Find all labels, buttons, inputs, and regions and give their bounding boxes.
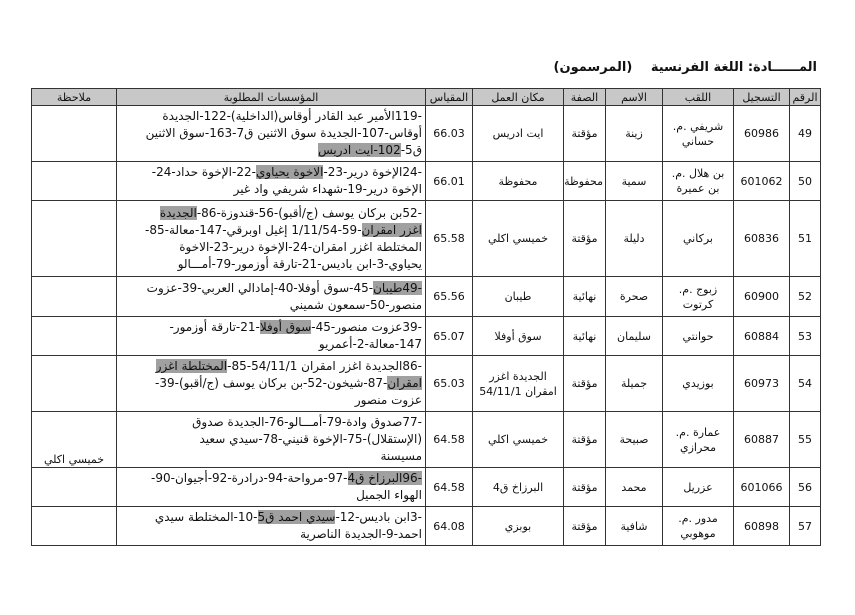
subject-label: المــــــادة:: [747, 60, 817, 75]
cell-registration: 60887: [734, 412, 790, 468]
cell-workplace: البرزاخ ق4: [473, 468, 564, 507]
institution-text: -52بن بركان يوسف (ج/أقبو)-56-قندوزة-86-: [196, 205, 422, 220]
institution-text: -24الإخوة درير-23-: [323, 165, 422, 179]
table-row: [32, 468, 821, 507]
table-row: [32, 162, 821, 201]
table-row: [32, 317, 821, 356]
cell-registration: 60884: [734, 317, 790, 356]
cell-registration: 60898: [734, 507, 790, 546]
institution-text: (الإستقلال)-75-الإخوة قنيني-78-سيدي سعيد: [199, 432, 422, 446]
cell-score: 65.07: [426, 317, 473, 356]
institution-text: -97-مرواحة-94-درادرة-92-أجيوان-90-: [151, 471, 348, 485]
table-row: [32, 507, 821, 546]
cell-institutions: [117, 201, 426, 277]
cell-last-name: عزريل: [663, 468, 734, 507]
cell-registration: 60986: [734, 106, 790, 162]
col-header-num: الرقم: [790, 89, 821, 106]
cell-last-name: بوزيدي: [663, 356, 734, 412]
cell-workplace: ايت ادريس: [473, 106, 564, 162]
institution-line: [120, 448, 422, 465]
cell-first-name: جميلة: [606, 356, 663, 412]
highlighted-institution: المختلطة اغزر: [155, 359, 228, 373]
institution-line: [120, 297, 422, 314]
cell-number: 49: [790, 106, 821, 162]
table-row: [32, 277, 821, 317]
cell-workplace: خميسي اكلي: [473, 201, 564, 277]
cell-status: محفوظة: [564, 162, 606, 201]
cell-workplace: سوق أوفلا: [473, 317, 564, 356]
cell-institutions: [117, 277, 426, 317]
cell-last-name: زبوج .م. كرتوت: [663, 277, 734, 317]
institution-line: [120, 164, 422, 181]
institution-line: [120, 375, 422, 392]
institution-text: المختلطة اغزر امقران-24-الإخوة درير-23-الاخوة: [179, 239, 422, 254]
cell-status: مؤقتة: [564, 468, 606, 507]
cell-institutions: [117, 412, 426, 468]
subject-heading: [554, 60, 817, 75]
cell-notes: [32, 356, 117, 412]
institution-line: [120, 526, 422, 543]
table-row: [32, 412, 821, 468]
institution-text: -77صدوق وادة-79-أمـــالو-76-الجديدة صدوق: [192, 415, 422, 429]
institution-line: [120, 358, 422, 375]
cell-score: 64.58: [426, 468, 473, 507]
institution-line: [120, 142, 422, 159]
highlighted-institution: ايت ادريس: [318, 143, 374, 157]
col-header-workplace: مكان العمل: [473, 89, 564, 106]
cell-first-name: صبيحة: [606, 412, 663, 468]
cell-institutions: [117, 468, 426, 507]
cell-number: 51: [790, 201, 821, 277]
institution-text: منصور-50-سمعون شميني: [289, 297, 422, 312]
cell-institutions: [117, 106, 426, 162]
cell-first-name: صحرة: [606, 277, 663, 317]
cell-notes: [32, 201, 117, 277]
cell-institutions: [117, 356, 426, 412]
table-row: [32, 106, 821, 162]
cell-last-name: شريفي .م. حساني: [663, 106, 734, 162]
cell-number: 55: [790, 412, 821, 468]
col-header-status: الصفة: [564, 89, 606, 106]
cell-last-name: عمارة .م. محرازي: [663, 412, 734, 468]
cell-first-name: شافية: [606, 507, 663, 546]
institution-text: الإخوة درير-19-شهداء شريفي واد غير: [233, 182, 422, 196]
highlighted-institution: 102-: [373, 143, 401, 157]
institution-text: -22-الإخوة حداد-24-: [151, 165, 256, 179]
cell-number: 52: [790, 277, 821, 317]
cell-notes: [32, 317, 117, 356]
highlighted-institution: اغزر امقران: [361, 222, 422, 237]
institution-text: مسيسنة: [380, 449, 422, 463]
cell-status: مؤقتة: [564, 356, 606, 412]
cell-registration: 601062: [734, 162, 790, 201]
cell-registration: 60836: [734, 201, 790, 277]
institution-line: [120, 205, 422, 222]
institution-text: -3ابن باديس-12-: [335, 510, 422, 524]
col-header-notes: ملاحظة: [32, 89, 117, 106]
cell-workplace: خميسي اكلي: [473, 412, 564, 468]
institution-line: [120, 336, 422, 353]
cell-institutions: [117, 317, 426, 356]
institution-text: -119الأمير عبد القادر أوقاس(الداخلية)-122-الجديدة: [162, 109, 422, 123]
table-row: [32, 201, 821, 277]
institution-line: [120, 509, 422, 526]
cell-status: مؤقتة: [564, 507, 606, 546]
cell-score: 65.03: [426, 356, 473, 412]
cell-first-name: سمية: [606, 162, 663, 201]
col-header-registration: التسجيل: [734, 89, 790, 106]
roster-table: [31, 88, 821, 546]
institution-text: يحياوي-3-ابن باديس-21-تارقة أوزمور-79-أمـــالو: [177, 256, 422, 271]
highlighted-institution: الاخوة يحياوي: [255, 165, 324, 179]
cell-last-name: مدور .م. موهوبي: [663, 507, 734, 546]
col-header-score: المقياس: [426, 89, 473, 106]
institution-text: أوقاس-107-الجديدة سوق الاثنين ق7-163-سوق الاثنين: [145, 126, 422, 140]
cell-notes: [32, 507, 117, 546]
cell-number: 50: [790, 162, 821, 201]
cell-status: نهائية: [564, 317, 606, 356]
institution-text: -39عزوت منصور-45-: [311, 320, 422, 334]
cell-score: 64.58: [426, 412, 473, 468]
institution-line: [120, 470, 422, 487]
highlighted-institution: -49طيبان: [373, 280, 422, 295]
institution-text: الهواء الجميل: [356, 488, 422, 502]
institution-line: [120, 181, 422, 198]
cell-registration: 60973: [734, 356, 790, 412]
highlighted-institution: امقران: [387, 376, 422, 390]
institution-text: عزوت منصور: [354, 393, 422, 407]
institution-line: [120, 125, 422, 142]
cell-status: مؤقتة: [564, 412, 606, 468]
cell-notes: [32, 468, 117, 507]
cell-institutions: [117, 507, 426, 546]
subject-name: اللغة الفرنسية: [650, 60, 744, 75]
cell-workplace: محفوظة: [473, 162, 564, 201]
institution-line: [120, 319, 422, 336]
cell-number: 53: [790, 317, 821, 356]
cell-number: 56: [790, 468, 821, 507]
col-header-last-name: اللقب: [663, 89, 734, 106]
institution-line: [120, 414, 422, 431]
header-row: [32, 89, 821, 106]
highlighted-institution: -96البرزاخ ق4: [347, 471, 422, 485]
institution-line: [120, 392, 422, 409]
cell-score: 64.08: [426, 507, 473, 546]
col-header-institutions: المؤسسات المطلوبة: [117, 89, 426, 106]
cell-workplace: الجديدة اغزر امقران 54/11/1: [473, 356, 564, 412]
cell-first-name: زينة: [606, 106, 663, 162]
cell-registration: 60900: [734, 277, 790, 317]
institution-line: [120, 239, 422, 256]
institution-text: ق5-: [400, 143, 422, 157]
cell-score: 65.58: [426, 201, 473, 277]
cell-workplace: طيبان: [473, 277, 564, 317]
institution-line: [120, 222, 422, 239]
institution-text: -87-شيخون-52-بن بركان يوسف (ج/أقبو)-39-: [154, 376, 388, 390]
cell-score: 65.56: [426, 277, 473, 317]
cell-notes: خميسي اكلي: [32, 412, 117, 468]
cell-status: مؤقتة: [564, 106, 606, 162]
cell-notes: [32, 277, 117, 317]
cell-last-name: بركاني: [663, 201, 734, 277]
cell-workplace: بوبزي: [473, 507, 564, 546]
institution-line: [120, 280, 422, 297]
institution-text: -10-المختلطة سيدي: [154, 510, 258, 524]
highlighted-institution: الجديدة: [159, 205, 197, 220]
cell-score: 66.03: [426, 106, 473, 162]
col-header-first-name: الاسم: [606, 89, 663, 106]
institution-line: [120, 256, 422, 273]
cell-number: 57: [790, 507, 821, 546]
cell-institutions: [117, 162, 426, 201]
table-row: [32, 356, 821, 412]
highlighted-institution: سيدي احمد ق5: [257, 510, 336, 524]
institution-line: [120, 487, 422, 504]
cell-score: 66.01: [426, 162, 473, 201]
cell-first-name: سليمان: [606, 317, 663, 356]
institution-text: -21-تارقة أوزمور-: [169, 320, 260, 334]
cell-first-name: محمد: [606, 468, 663, 507]
cell-status: نهائية: [564, 277, 606, 317]
institution-text: 147-معالة-2-أعمريو: [318, 337, 422, 351]
cell-status: مؤقتة: [564, 201, 606, 277]
cell-first-name: دليلة: [606, 201, 663, 277]
institution-line: [120, 431, 422, 448]
cell-last-name: حوانتي: [663, 317, 734, 356]
cell-last-name: بن هلال .م. بن عميرة: [663, 162, 734, 201]
institution-text: -45-سوق أوفلا-40-إمادالي العربي-39-عزوت: [146, 280, 374, 295]
highlighted-institution: سوق أوفلا: [259, 320, 312, 334]
cell-registration: 601066: [734, 468, 790, 507]
cell-notes: [32, 106, 117, 162]
status-label: (المرسمون): [553, 60, 633, 75]
cell-number: 54: [790, 356, 821, 412]
institution-line: [120, 108, 422, 125]
institution-text: -86الجديدة اغزر امقران 54/11/1-85-: [227, 359, 422, 373]
institution-text: -59-1/11/54 إغيل اوبرقي-147-معالة-85-: [145, 222, 362, 237]
cell-notes: [32, 162, 117, 201]
institution-text: احمد-9-الجديدة الناصرية: [300, 527, 422, 541]
